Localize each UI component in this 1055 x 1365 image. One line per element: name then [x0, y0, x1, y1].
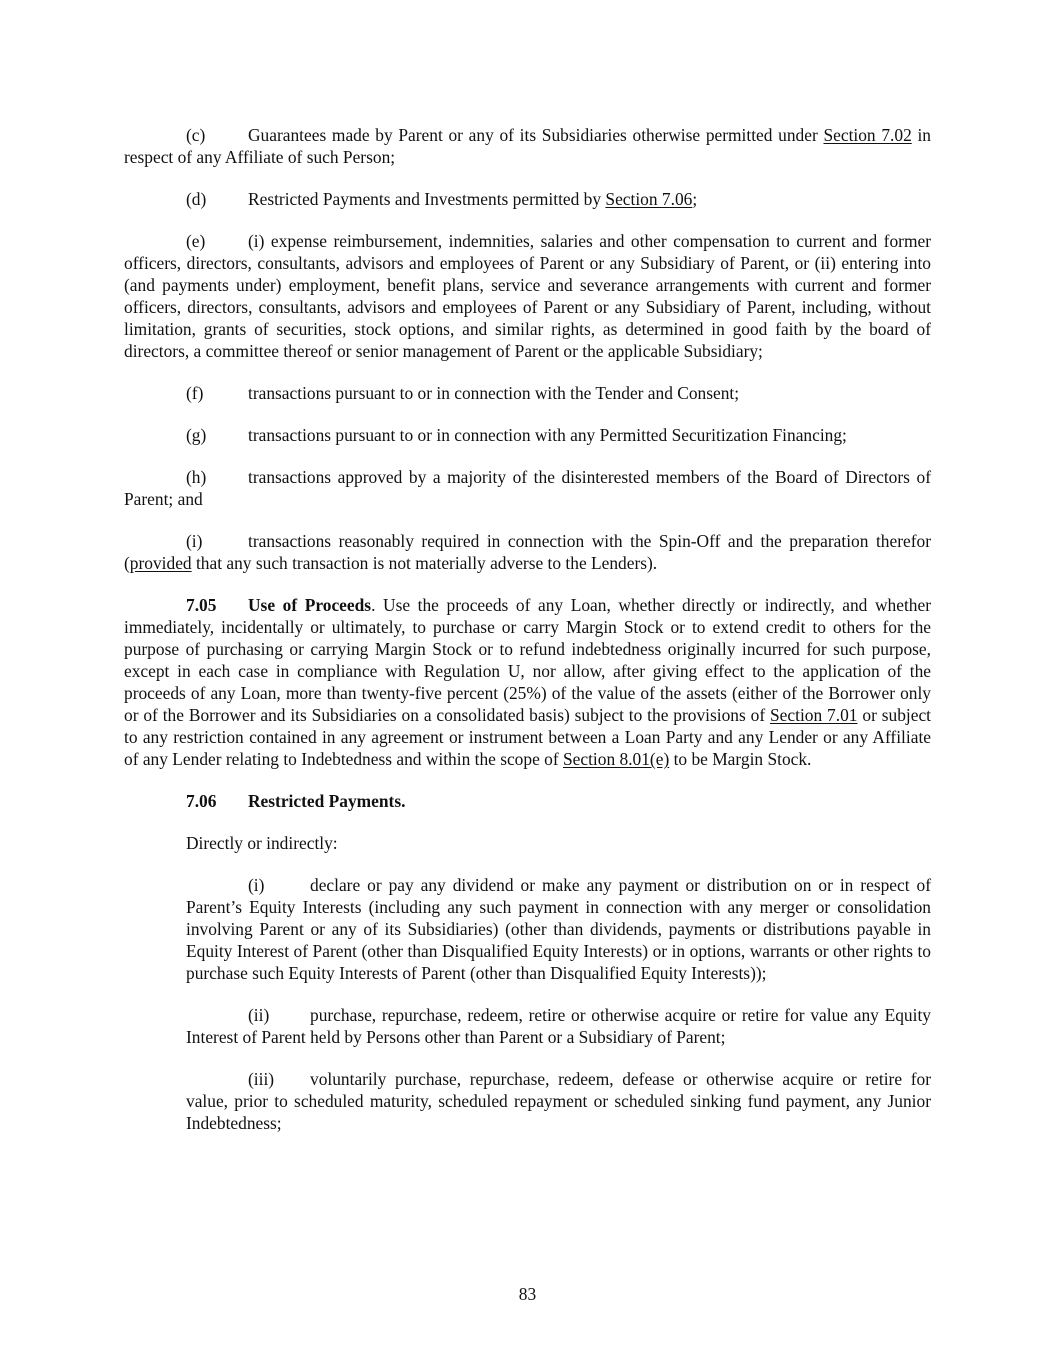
- subclause-i: [186, 874, 931, 984]
- clause-e: [124, 230, 931, 362]
- section-number: 7.05: [186, 595, 217, 615]
- section-text: to be Margin Stock.: [669, 749, 812, 769]
- section-link[interactable]: Section 8.01(e): [562, 749, 670, 769]
- section-7-06-intro: Directly or indirectly:: [186, 833, 338, 853]
- clause-label: (i): [186, 531, 203, 551]
- subclause-ii: [186, 1004, 931, 1048]
- clause-i: [124, 530, 931, 574]
- clause-text: voluntarily purchase, repurchase, redeem, defease or otherwise acquire or retire for value, prior to scheduled maturity, scheduled repayment or scheduled sinking fund payment, any Junior Indebtedness;: [186, 1069, 931, 1133]
- page-number: 83: [518, 1284, 537, 1304]
- clause-label: (c): [186, 125, 206, 145]
- clause-text: (i) expense reimbursement, indemnities, salaries and other compensation to current and former officers, directors, consultants, advisors and employees of Parent or any Subsidiary of Parent, or (ii) entering into (and payments under) employment, benefit plans, service and severance arrangements with current and former officers, directors, consultants, advisors and employees of Parent or any Subsidiary of Parent, including, without limitation, grants of securities, stock options, and similar rights, as determined in good faith by the board of directors, a committee thereof or senior management of Parent or the applicable Subsidiary;: [124, 231, 931, 361]
- clause-text: transactions reasonably required in connection with the Spin-Off and the preparation therefor (: [124, 531, 931, 573]
- subclause-iii: [186, 1068, 931, 1134]
- section-7-05: [124, 594, 931, 770]
- section-number: 7.06: [186, 791, 217, 811]
- clause-label: (g): [186, 425, 207, 445]
- clause-text: Guarantees made by Parent or any of its Subsidiaries otherwise permitted under: [248, 125, 818, 145]
- clause-text: transactions approved by a majority of the disinterested members of the Board of Directors of Parent; and: [124, 467, 931, 509]
- section-link[interactable]: Section 7.01: [770, 705, 858, 725]
- clause-f: [124, 382, 931, 404]
- clause-label: (ii): [248, 1005, 270, 1025]
- clause-label: (e): [186, 231, 206, 251]
- clause-h: [124, 466, 931, 510]
- clause-d: [124, 188, 931, 210]
- section-text: or subject to any restriction contained in any agreement or instrument between a Loan Party and any Lender or any Affiliate of any Lender relating to Indebtedness and within the scope of: [124, 705, 931, 769]
- clause-text: ;: [692, 189, 698, 209]
- provided-term: provided: [129, 553, 192, 573]
- section-link[interactable]: Section 7.06: [605, 189, 693, 209]
- clause-c: [124, 124, 931, 168]
- clause-text: transactions pursuant to or in connection with the Tender and Consent;: [248, 383, 740, 403]
- clause-label: (f): [186, 383, 204, 403]
- clause-text: transactions pursuant to or in connection with any Permitted Securitization Financing;: [248, 425, 847, 445]
- clause-text: purchase, repurchase, redeem, retire or otherwise acquire or retire for value any Equity Interest of Parent held by Persons other than Parent or a Subsidiary of Parent;: [186, 1005, 931, 1047]
- section-link[interactable]: Section 7.02: [823, 125, 912, 145]
- section-title: Restricted Payments.: [248, 791, 406, 811]
- document-page: [124, 124, 931, 1154]
- section-7-06-heading: [124, 790, 931, 812]
- section-text: . Use the proceeds of any Loan, whether directly or indirectly, and whether immediately, incidentally or ultimately, to purchase or carry Margin Stock or to extend credit to others for the purpose of purchasing or carrying Margin Stock or to refund indebtedness originally incurred for such purpose, except in each case in compliance with Regulation U, nor allow, after giving effect to the application of the proceeds of any Loan, more than twenty-five percent (25%) of the value of the assets (either of the Borrower only or of the Borrower and its Subsidiaries on a consolidated basis) subject to the provisions of: [124, 595, 931, 725]
- clause-label: (d): [186, 189, 207, 209]
- clause-text: in respect of any Affiliate of such Person;: [124, 125, 931, 167]
- section-title: Use of Proceeds: [248, 595, 372, 615]
- clause-text: Restricted Payments and Investments permitted by: [248, 189, 606, 209]
- clause-label: (i): [248, 875, 265, 895]
- clause-text: that any such transaction is not materially adverse to the Lenders).: [191, 553, 658, 573]
- clause-label: (iii): [248, 1069, 275, 1089]
- clause-text: declare or pay any dividend or make any payment or distribution on or in respect of Parent’s Equity Interests (including any such payment in connection with any merger or consolidation involving Parent or any of its Subsidiaries) (other than dividends, payments or distributions payable in Equity Interest of Parent (other than Disqualified Equity Interests) or in options, warrants or other rights to purchase such Equity Interests of Parent (other than Disqualified Equity Interests));: [186, 875, 931, 983]
- clause-g: [124, 424, 931, 446]
- clause-label: (h): [186, 467, 207, 487]
